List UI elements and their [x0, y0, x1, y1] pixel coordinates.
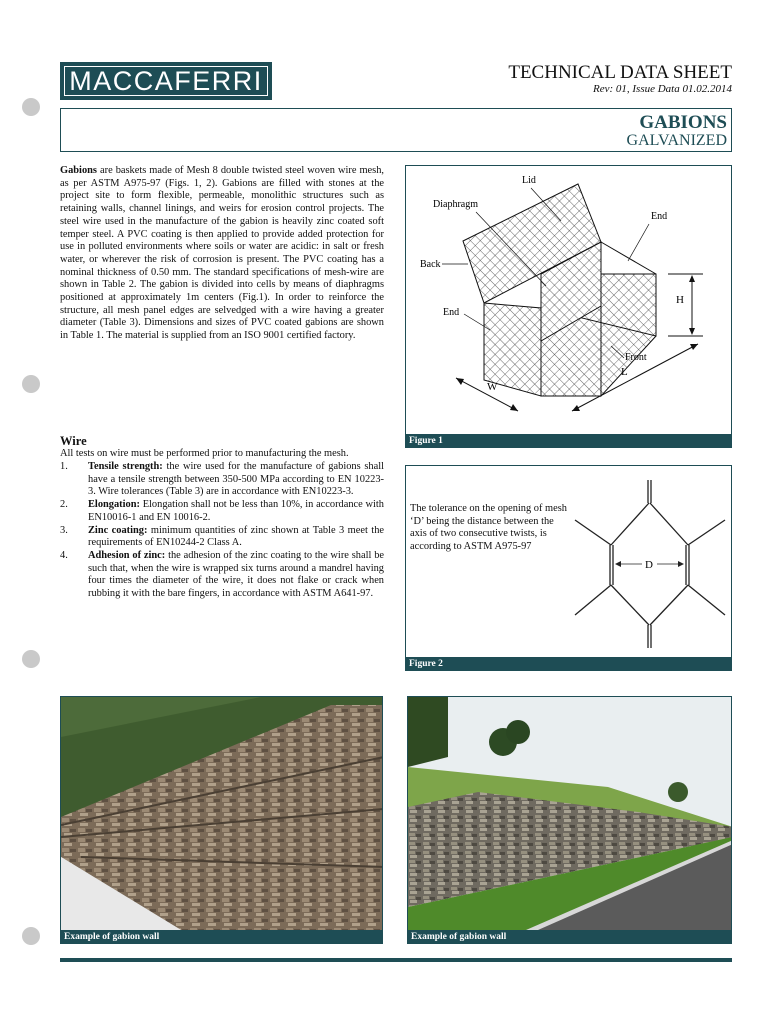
punch-hole [22, 98, 40, 116]
label-lid: Lid [522, 175, 536, 186]
punch-hole [22, 375, 40, 393]
list-item: 1. Tensile strength: the wire used for the manufacture of gabions shall have a tensile strength between 350-500 MPa according to EN 10223-3. Wire tolerances (Table 3) are in accordance with EN10223-3. [60, 461, 385, 498]
intro-lead: Gabions [60, 165, 97, 176]
label-h: H [676, 294, 684, 306]
product-variant: GALVANIZED [626, 132, 727, 149]
list-item: 2. Elongation: Elongation shall not be less than 10%, in accordance with EN10016-1 and EN 10016-2. [60, 499, 384, 523]
wire-heading: Wire [60, 434, 87, 448]
label-d: D [645, 559, 653, 571]
photo-gabion-wall-1 [60, 696, 383, 944]
photo-caption-2: Example of gabion wall [408, 930, 732, 944]
revision-info: Rev: 01, Issue Data 01.02.2014 [592, 83, 732, 95]
figure-1-caption: Figure 1 [406, 434, 731, 448]
gabion-wall-photo [408, 697, 732, 930]
label-end-right: End [651, 211, 668, 222]
punch-hole [22, 650, 40, 668]
wire-requirements-list [60, 461, 384, 601]
label-back: Back [420, 259, 441, 270]
end-panel-right [601, 274, 656, 396]
wire-intro: All tests on wire must be performed prior to manufacturing the mesh. [60, 448, 349, 459]
figure-2-caption: Figure 2 [406, 657, 731, 671]
photo-caption-1: Example of gabion wall [61, 930, 383, 944]
intro-body: are baskets made of Mesh 8 double twisted steel woven wire mesh, as per ASTM A975-97 (Figs. 1, 2). Gabions are filled with stones at the project site to form flexible, permeable, monolithic structures such as retaining walls, channel linings, and weirs for erosion control projects. The steel wire used in the manufacture of the gabion is heavily zinc coated soft temper steel. A PVC coating is then applied to provide added protection for use in polluted environments where soils or water are acidic: in salt or fresh water, or wherever the risk of corrosion is present. The PVC coating has a nominal thickness of 0.50 mm. The standard specifications of mesh-wire are shown in Table 2. The gabion is divided into cells by means of diaphragms positioned at approximately 1m centers (Fig.1). In order to reinforce the structure, all mesh panel edges are selvedged with a wire having a greater diameter (Table 3). Dimensions and sizes of PVC coated gabions are shown in Table 1. The material is supplied from an ISO 9001 certified factory. [60, 165, 384, 342]
footer-rule [60, 958, 732, 962]
gabion-wall-photo [61, 697, 383, 930]
figure-2-description: The tolerance on the opening of mesh ‘D’ being the distance between the axis of two consecutive twists, is according to ASTM A975-97 [410, 503, 567, 553]
list-item: 3. Zinc coating: minimum quantities of zinc shown at Table 3 meet the requirements of EN10244-2 Class A. [60, 524, 385, 549]
list-item: 4. Adhesion of zinc: the adhesion of the zinc coating to the wire shall be such that, when the wire is wrapped six turns around a mandrel having four times the diameter of the wire, it does not flake or crack when rubbing it with the bare fingers, in accordance with ASTM A641-97. [60, 549, 384, 600]
label-diaphragm: Diaphragm [433, 199, 478, 210]
company-logo: MACCAFERRI [60, 62, 272, 100]
photo-gabion-wall-2 [407, 696, 732, 944]
gabion-diagram [406, 166, 731, 434]
document-type: TECHNICAL DATA SHEET [508, 62, 732, 83]
punch-hole [22, 927, 40, 945]
product-title: GABIONS [639, 112, 727, 133]
title-box [60, 108, 732, 152]
label-l: L [621, 366, 628, 378]
label-w: W [487, 381, 498, 393]
intro-paragraph [60, 165, 384, 343]
label-front: Front [625, 352, 647, 363]
figure-1 [405, 165, 732, 448]
mesh-opening-diagram [570, 475, 730, 655]
label-end-left: End [443, 307, 460, 318]
